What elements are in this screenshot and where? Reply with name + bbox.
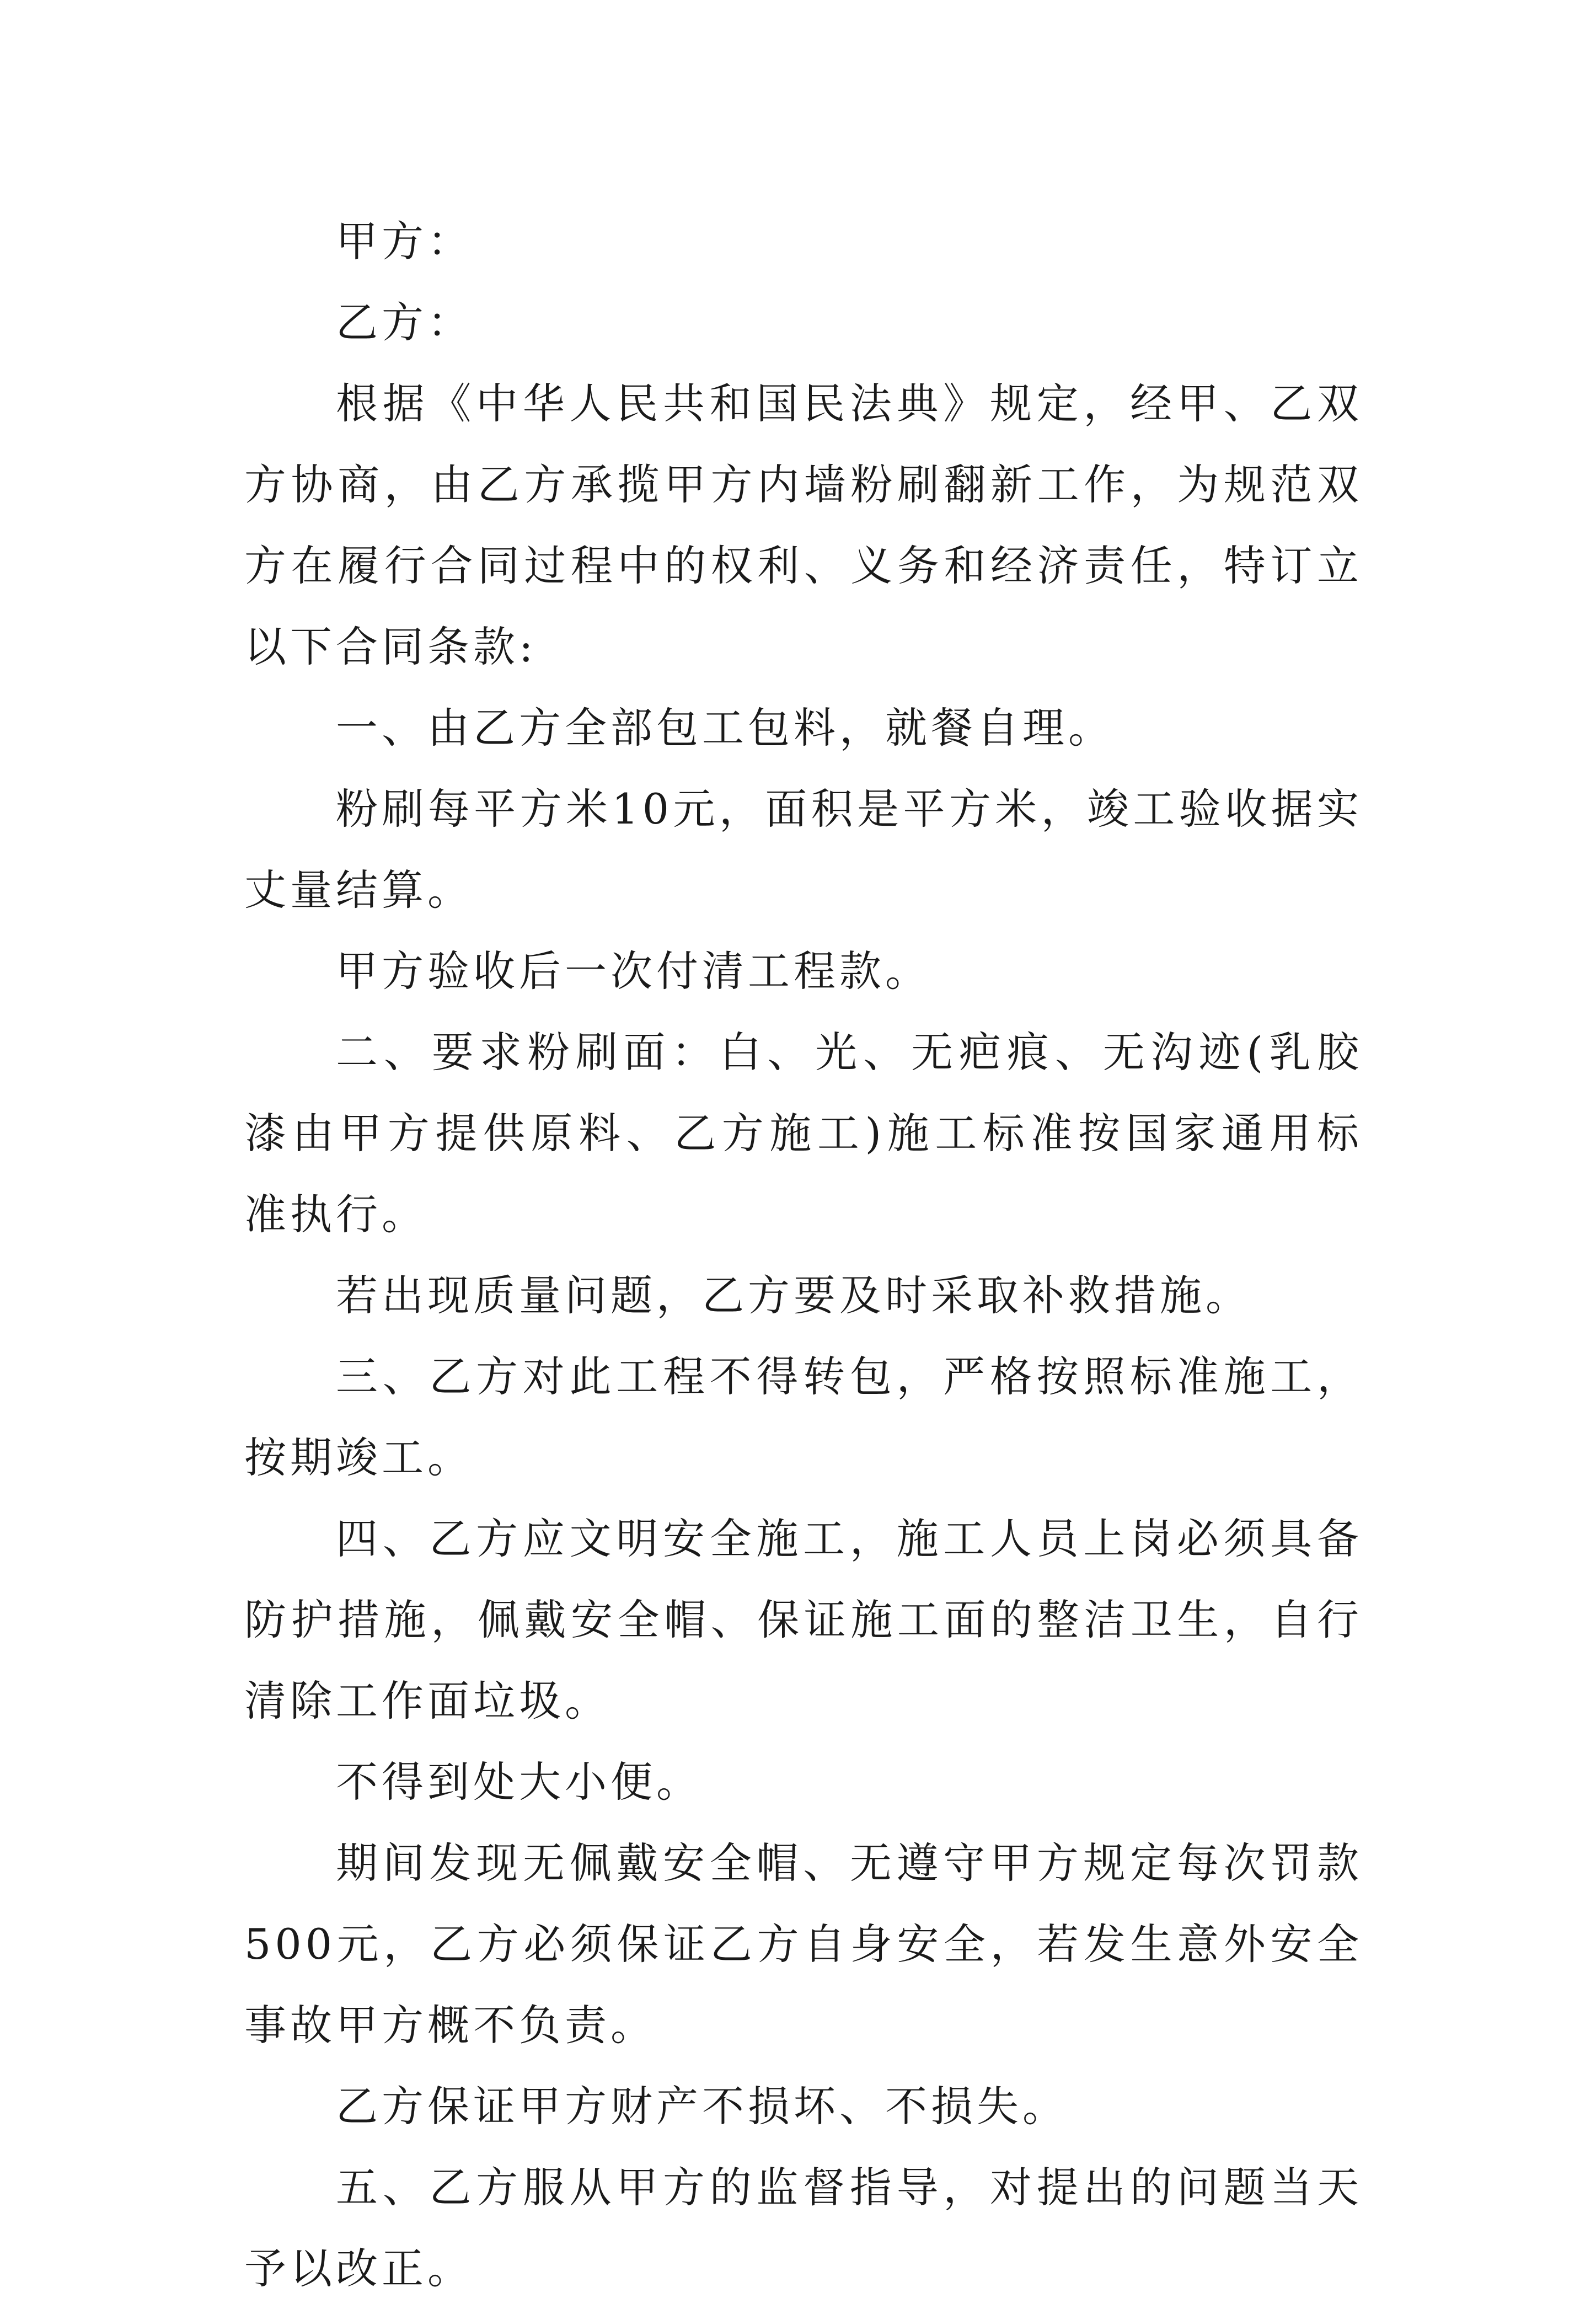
preamble-paragraph: 根据《中华人民共和国民法典》规定，经甲、乙双方协商，由乙方承揽甲方内墙粉刷翻新工作，为规范双方在履行合同过程中的权利、义务和经济责任，特订立以下合同条款:	[244, 379, 1363, 671]
clause-2: 二、要求粉刷面：白、光、无疤痕、无沟迹(乳胶漆由甲方提供原料、乙方施工)施工标准按国家通用标准执行。	[244, 1028, 1363, 1239]
clause-4-penalty: 期间发现无佩戴安全帽、无遵守甲方规定每次罚款500元，乙方必须保证乙方自身安全，若发生意外安全事故甲方概不负责。	[244, 1838, 1363, 2050]
clause-1-price: 粉刷每平方米10元，面积是平方米，竣工验收据实丈量结算。	[244, 784, 1363, 915]
clause-5: 五、乙方服从甲方的监督指导，对提出的问题当天予以改正。	[244, 2163, 1363, 2293]
party-a-line: 甲方：	[336, 217, 473, 266]
clause-4: 四、乙方应文明安全施工，施工人员上岗必须具备防护措施，佩戴安全帽、保证施工面的整洁卫生，自行清除工作面垃圾。	[244, 1514, 1363, 1725]
contract-body	[244, 201, 1363, 2309]
clause-2-remedy: 若出现质量问题，乙方要及时采取补救措施。	[336, 1271, 1251, 1320]
clause-1: 一、由乙方全部包工包料，就餐自理。	[336, 703, 1114, 752]
clause-1-payment: 甲方验收后一次付清工程款。	[336, 947, 931, 996]
clause-3: 三、乙方对此工程不得转包，严格按照标准施工，按期竣工。	[244, 1352, 1363, 1482]
clause-4-property: 乙方保证甲方财产不损坏、不损失。	[336, 2082, 1068, 2131]
party-b-line: 乙方：	[336, 298, 473, 347]
clause-4-sanitation: 不得到处大小便。	[336, 1757, 702, 1806]
